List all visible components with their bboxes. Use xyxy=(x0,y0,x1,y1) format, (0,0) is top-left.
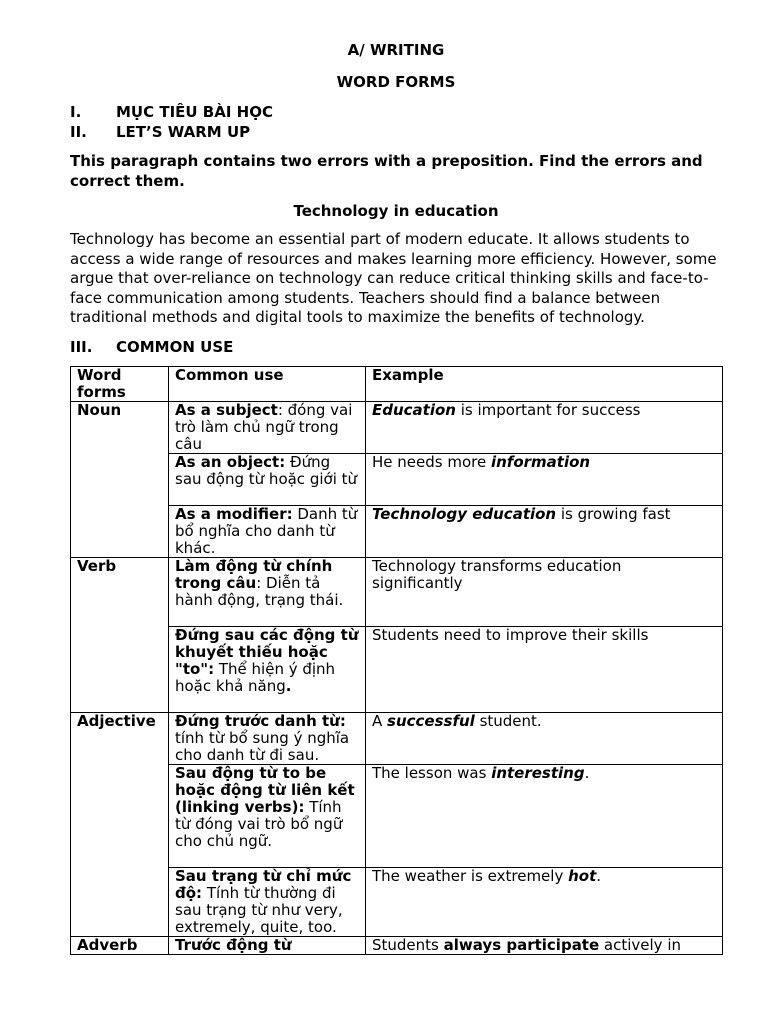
example-text: Technology transforms education significantly xyxy=(372,556,622,592)
use-bold: Đứng sau các động từ khuyết thiếu hoặc "to": xyxy=(175,625,359,678)
use-text: : đóng vai trò làm chủ ngữ trong câu xyxy=(175,400,353,453)
example-cell xyxy=(366,453,723,505)
example-cell xyxy=(366,936,723,954)
example-emphasis: information xyxy=(490,452,591,471)
example-cell xyxy=(366,557,723,626)
section-number: III. xyxy=(70,337,93,356)
word-form-cell xyxy=(71,557,169,712)
word-form-cell xyxy=(71,936,169,954)
example-cell xyxy=(366,867,723,936)
example-cell xyxy=(366,712,723,764)
table-row xyxy=(71,557,723,626)
use-text: Tính từ đóng vai trò bổ ngữ cho chủ ngữ. xyxy=(175,797,343,850)
table-row xyxy=(71,401,723,453)
header-cell: Example xyxy=(366,366,723,401)
use-bold: Trước động từ xyxy=(175,935,292,954)
example-emphasis: Technology education xyxy=(372,504,557,523)
example-text: actively in xyxy=(599,935,682,954)
example-emphasis: hot xyxy=(568,866,597,885)
word-forms-table xyxy=(70,366,723,955)
word-form-label: Adverb xyxy=(77,935,138,954)
example-text: A xyxy=(372,711,388,730)
table-row xyxy=(71,867,723,936)
word-form-label: Noun xyxy=(77,400,122,419)
section-label: LET’S WARM UP xyxy=(116,123,251,141)
use-bold: Làm động từ chính trong câu xyxy=(175,556,333,592)
use-cell xyxy=(169,453,366,505)
exercise-instruction: This paragraph contains two errors with a preposition. Find the errors and correct them. xyxy=(70,152,703,190)
use-cell xyxy=(169,626,366,712)
table-header-row xyxy=(71,366,723,401)
use-bold: . xyxy=(285,676,292,695)
example-text: student. xyxy=(474,711,542,730)
section-label: COMMON USE xyxy=(116,337,234,356)
use-text: Danh từ bổ nghĩa cho danh từ khác. xyxy=(175,504,358,557)
example-emphasis: interesting xyxy=(491,763,585,782)
example-text: is important for success xyxy=(455,400,641,419)
word-form-cell xyxy=(71,712,169,936)
page-subtitle: WORD FORMS xyxy=(336,73,456,91)
word-form-label: Adjective xyxy=(77,711,156,730)
section-label: MỤC TIÊU BÀI HỌC xyxy=(116,103,273,121)
use-bold: As a subject xyxy=(175,400,278,419)
use-text: Đứng sau động từ hoặc giới từ xyxy=(175,452,358,488)
use-cell xyxy=(169,867,366,936)
example-text: . xyxy=(596,866,602,885)
example-emphasis: successful xyxy=(387,711,475,730)
table-row xyxy=(71,764,723,867)
header-cell: Common use xyxy=(169,366,366,401)
use-cell xyxy=(169,764,366,867)
use-bold: As an object: xyxy=(175,452,286,471)
table-row xyxy=(71,626,723,712)
document-page xyxy=(70,40,722,955)
example-text: The weather is extremely xyxy=(372,866,569,885)
section-number: I. xyxy=(70,103,82,121)
example-cell xyxy=(366,764,723,867)
example-text: Students need to improve their skills xyxy=(372,625,649,644)
word-form-label: Verb xyxy=(77,556,117,575)
example-text: is growing fast xyxy=(556,504,671,523)
use-bold: Sau trạng từ chỉ mức độ: xyxy=(175,866,352,902)
use-text: tính từ bổ sung ý nghĩa cho danh từ đi sau. xyxy=(175,728,350,764)
use-cell xyxy=(169,712,366,764)
example-text: . xyxy=(584,763,590,782)
use-cell xyxy=(169,505,366,557)
use-cell xyxy=(169,557,366,626)
use-cell xyxy=(169,401,366,453)
example-cell xyxy=(366,401,723,453)
table-row xyxy=(71,505,723,557)
example-text: Students xyxy=(372,935,444,954)
use-text: Tính từ thường đi sau trạng từ như very, extremely, quite, too. xyxy=(175,883,343,936)
example-cell xyxy=(366,505,723,557)
word-form-cell xyxy=(71,401,169,557)
section-3-heading xyxy=(70,337,722,357)
section-2-heading xyxy=(70,122,722,142)
use-bold: Sau động từ to be hoặc động từ liên kết (linking verbs): xyxy=(175,763,355,816)
example-emphasis: always participate xyxy=(443,935,600,954)
passage-title: Technology in education xyxy=(293,202,499,220)
example-text: The lesson was xyxy=(372,763,492,782)
page-title: A/ WRITING xyxy=(347,41,445,59)
table-row xyxy=(71,936,723,954)
example-cell xyxy=(366,626,723,712)
table-row xyxy=(71,453,723,505)
use-text: Thể hiện ý định hoặc khả năng xyxy=(175,659,336,695)
section-1-heading xyxy=(70,102,722,122)
header-cell: Word forms xyxy=(71,366,169,401)
use-bold: As a modifier: xyxy=(175,504,293,523)
use-text: : Diễn tả hành động, trạng thái. xyxy=(175,573,344,609)
use-bold: Đứng trước danh từ: xyxy=(175,711,346,730)
table-row xyxy=(71,712,723,764)
passage-text: Technology has become an essential part of modern educate. It allows students to access a wide range of resources and makes learning more efficiency. However, some argue that over-reliance on technology can reduce critical thinking skills and face-to-face communication among students. Teachers should find a balance between traditional methods and digital tools to maximize the benefits of technology. xyxy=(70,230,717,326)
section-number: II. xyxy=(70,123,87,141)
example-text: He needs more xyxy=(372,452,491,471)
example-emphasis: Education xyxy=(372,400,456,419)
use-cell xyxy=(169,936,366,954)
